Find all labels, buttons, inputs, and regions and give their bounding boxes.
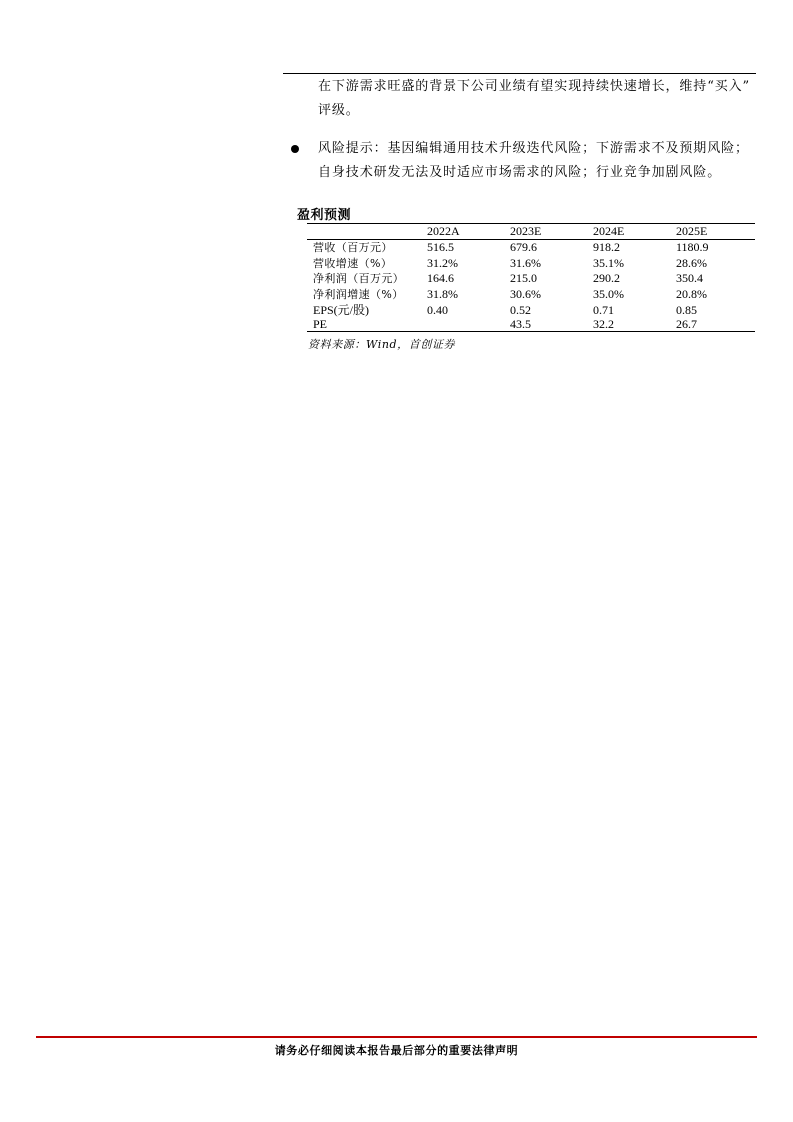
table-cell: 26.7 (676, 317, 697, 331)
table-cell: 0.52 (510, 303, 531, 317)
column-header: 2025E (676, 224, 708, 238)
table-cell: 43.5 (510, 317, 531, 331)
row-label: 营收（百万元） (313, 241, 393, 254)
table-cell: 918.2 (593, 240, 620, 254)
footer-rule (36, 1036, 757, 1038)
table-cell: 32.2 (593, 317, 614, 331)
table-cell: 0.85 (676, 303, 697, 317)
row-label: PE (313, 317, 328, 331)
bullet-icon (291, 145, 299, 153)
column-header: 2024E (593, 224, 625, 238)
table-cell: 1180.9 (676, 240, 709, 254)
table-cell: 28.6% (676, 256, 707, 270)
forecast-table-title: 盈利预测 (297, 208, 352, 223)
top-rule (283, 73, 756, 74)
row-label: 营收增速（%） (313, 257, 393, 270)
table-cell: 516.5 (427, 240, 454, 254)
table-cell: 31.8% (427, 287, 458, 301)
column-header: 2023E (510, 224, 542, 238)
table-cell: 30.6% (510, 287, 541, 301)
risk-paragraph (318, 137, 749, 185)
summary-paragraph (318, 75, 750, 123)
table-cell: 290.2 (593, 271, 620, 285)
summary-line-2: 评级。 (318, 103, 360, 118)
table-source-note: 资料来源：Wind，首创证券 (308, 338, 456, 351)
table-cell: 215.0 (510, 271, 537, 285)
table-cell: 31.2% (427, 256, 458, 270)
column-header: 2022A (427, 224, 460, 238)
table-cell: 350.4 (676, 271, 703, 285)
risk-line-2: 自身技术研发无法及时适应市场需求的风险；行业竞争加剧风险。 (318, 165, 722, 180)
table-bottom-rule (307, 331, 755, 332)
table-cell: 679.6 (510, 240, 537, 254)
summary-line-1: 在下游需求旺盛的背景下公司业绩有望实现持续快速增长，维持“买入” (318, 79, 751, 94)
table-cell: 0.40 (427, 303, 448, 317)
row-label: 净利润（百万元） (313, 272, 405, 285)
table-cell: 35.1% (593, 256, 624, 270)
row-label: EPS(元/股) (313, 303, 370, 317)
table-cell: 0.71 (593, 303, 614, 317)
risk-line-1: 风险提示：基因编辑通用技术升级迭代风险；下游需求不及预期风险； (318, 141, 749, 156)
table-cell: 164.6 (427, 271, 454, 285)
table-cell: 35.0% (593, 287, 624, 301)
row-label: 净利润增速（%） (313, 288, 404, 301)
footer-disclaimer: 请务必仔细阅读本报告最后部分的重要法律声明 (274, 1044, 519, 1057)
table-cell: 20.8% (676, 287, 707, 301)
table-cell: 31.6% (510, 256, 541, 270)
